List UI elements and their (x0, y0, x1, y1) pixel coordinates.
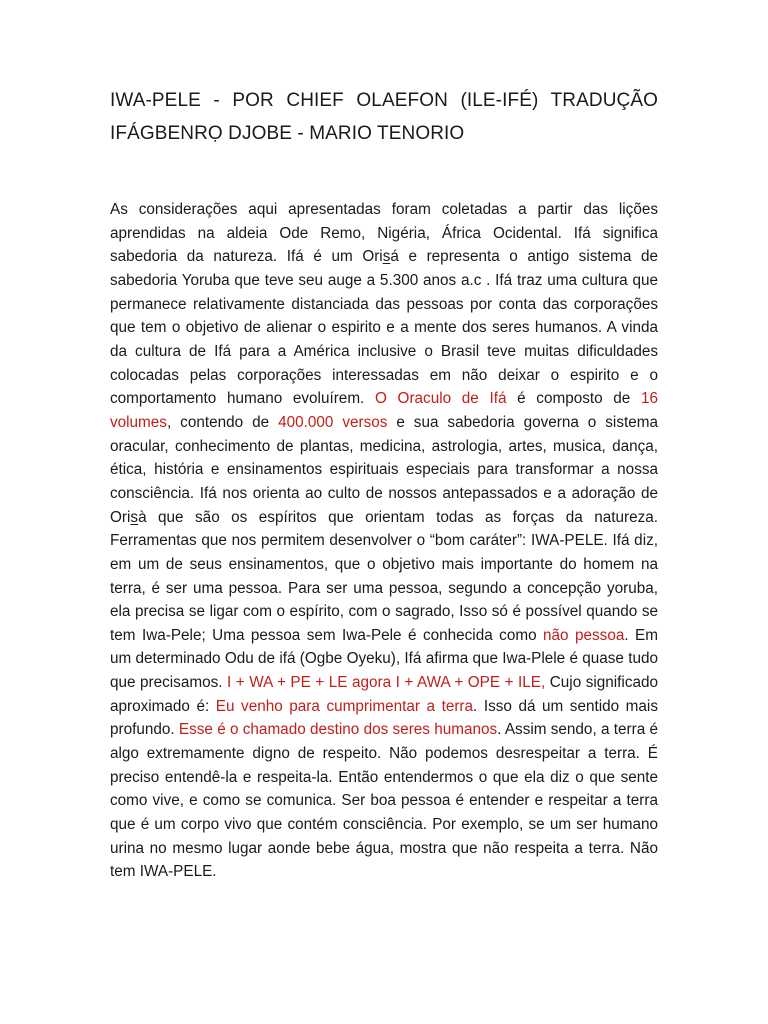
highlight-formula: I + WA + PE + LE agora I + AWA + OPE + ILE, (227, 674, 546, 692)
text-run: . Em um determinado Odu de ifá (Ogbe Oyeku), Ifá afirma que Iwa-Plele é quase tudo que precisamos. (110, 626, 658, 692)
highlight-meaning: Eu venho para cumprimentar a terra (215, 697, 474, 715)
underlined-letter: s (382, 248, 391, 266)
document-page (110, 84, 658, 884)
text-run: , contendo de (166, 413, 279, 431)
highlight-destino: Esse é o chamado destino dos seres humanos (178, 721, 498, 739)
highlight-volumes: 16 volumes (110, 390, 658, 431)
document-title: IWA-PELE - POR CHIEF OLAEFON (ILE-IFÉ) TRADUÇÃO IFÁGBENRỌ DJOBE - MARIO TENORIO (110, 90, 658, 144)
text-run: Cujo significado aproximado é: (110, 674, 658, 715)
underlined-letter: s (130, 508, 139, 526)
text-run: à que são os espíritos que orientam todas as forças da natureza. Ferramentas que nos permitem desenvolver o “bom caráter”: IWA-PELE. Ifá diz, em um de seus ensinamentos, que o objetivo mais importante do homem na terra, é ser uma pessoa. Para ser uma pessoa, segundo a concepção yoruba, ela precisa se ligar com o espírito, com o sagrado, Isso só é possível quando se tem Iwa-Pele; Uma pessoa sem Iwa-Pele é conhecida como (110, 508, 658, 644)
highlight-oraculo: O Oraculo de Ifá (374, 390, 507, 408)
body-paragraph (110, 198, 658, 884)
text-run: e sua sabedoria governa o sistema oracular, conhecimento de plantas, medicina, astrologia, artes, musica, dança, ética, história e ensinamentos espirituais especiais para transformar a nossa consciência. Ifá nos orienta ao culto de nossos antepassados e a adoração de Ori (110, 413, 658, 526)
highlight-nao-pessoa: não pessoa (543, 626, 625, 644)
text-run: . Assim sendo, a terra é algo extremamente digno de respeito. Não podemos desrespeitar a terra. É preciso entendê-la e respeita-la. Então entendermos o que ela diz o que sente como vive, e como se comunica. Ser boa pessoa é entender e respeitar a terra que é um corpo vivo que contém consciência. Por exemplo, se um ser humano urina no mesmo lugar aonde bebe água, mostra que não respeita a terra. Não tem IWA-PELE. (110, 721, 658, 881)
text-run: é composto de (506, 390, 641, 408)
text-run: á e representa o antigo sistema de sabedoria Yoruba que teve seu auge a 5.300 anos a.c . Ifá traz uma cultura que permanece relativamente distanciada das pessoas por conta das corporações que tem o objetivo de alienar o espirito e a mente dos seres humanos. A vinda da cultura de Ifá para a América inclusive o Brasil teve muitas dificuldades colocadas pelas corporações interessadas em não deixar o espirito e o comportamento humano evoluírem. (110, 248, 658, 408)
text-run: . Isso dá um sentido mais profundo. (110, 697, 658, 739)
highlight-versos: 400.000 versos (278, 413, 388, 431)
text-run: As considerações aqui apresentadas foram coletadas a partir das lições aprendidas na aldeia Ode Remo, Nigéria, África Ocidental. Ifá significa sabedoria da natureza. Ifá é um Ori (110, 201, 658, 266)
